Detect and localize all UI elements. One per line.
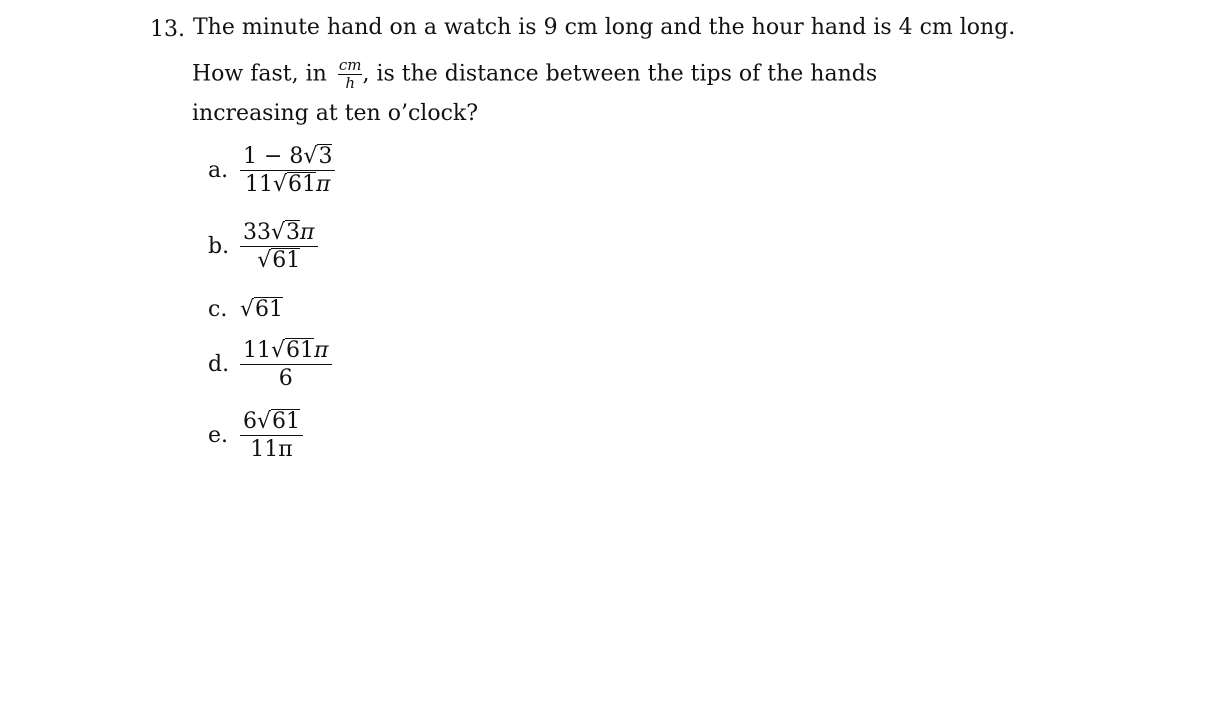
- question-line-2-suffix: , is the distance between the tips of the hands: [362, 61, 878, 87]
- option-b-label: b.: [208, 234, 230, 260]
- question-line-3: increasing at ten o’clock?: [192, 101, 479, 126]
- unit-fraction: [338, 58, 363, 91]
- unit-denominator: h: [345, 74, 355, 92]
- option-e[interactable]: [208, 409, 303, 463]
- question-line-2: [192, 58, 877, 91]
- question-number: 13.: [150, 17, 185, 42]
- unit-numerator: cm: [338, 56, 362, 74]
- question-line-1: The minute hand on a watch is 9 cm long and the hour hand is 4 cm long.: [193, 15, 1016, 40]
- option-e-fraction: $\frac{6√61}{11\pi}$: [240, 409, 303, 463]
- option-d-fraction: $\frac{11√61\pi}{6}$: [240, 338, 332, 392]
- option-b-fraction: $\frac{33√3\pi}{√61}$: [240, 220, 318, 274]
- option-a[interactable]: [208, 144, 335, 198]
- option-c[interactable]: [208, 297, 283, 322]
- question-line-2-prefix: How fast, in: [192, 61, 327, 87]
- option-c-label: c.: [208, 297, 228, 322]
- option-b[interactable]: [208, 220, 318, 274]
- option-d[interactable]: [208, 338, 332, 392]
- option-a-fraction: $\frac{1 - 8√3}{11√61\pi}$: [240, 144, 335, 198]
- option-d-label: d.: [208, 352, 230, 378]
- option-e-label: e.: [208, 423, 229, 449]
- option-a-label: a.: [208, 158, 229, 184]
- option-c-value: √61: [240, 297, 284, 322]
